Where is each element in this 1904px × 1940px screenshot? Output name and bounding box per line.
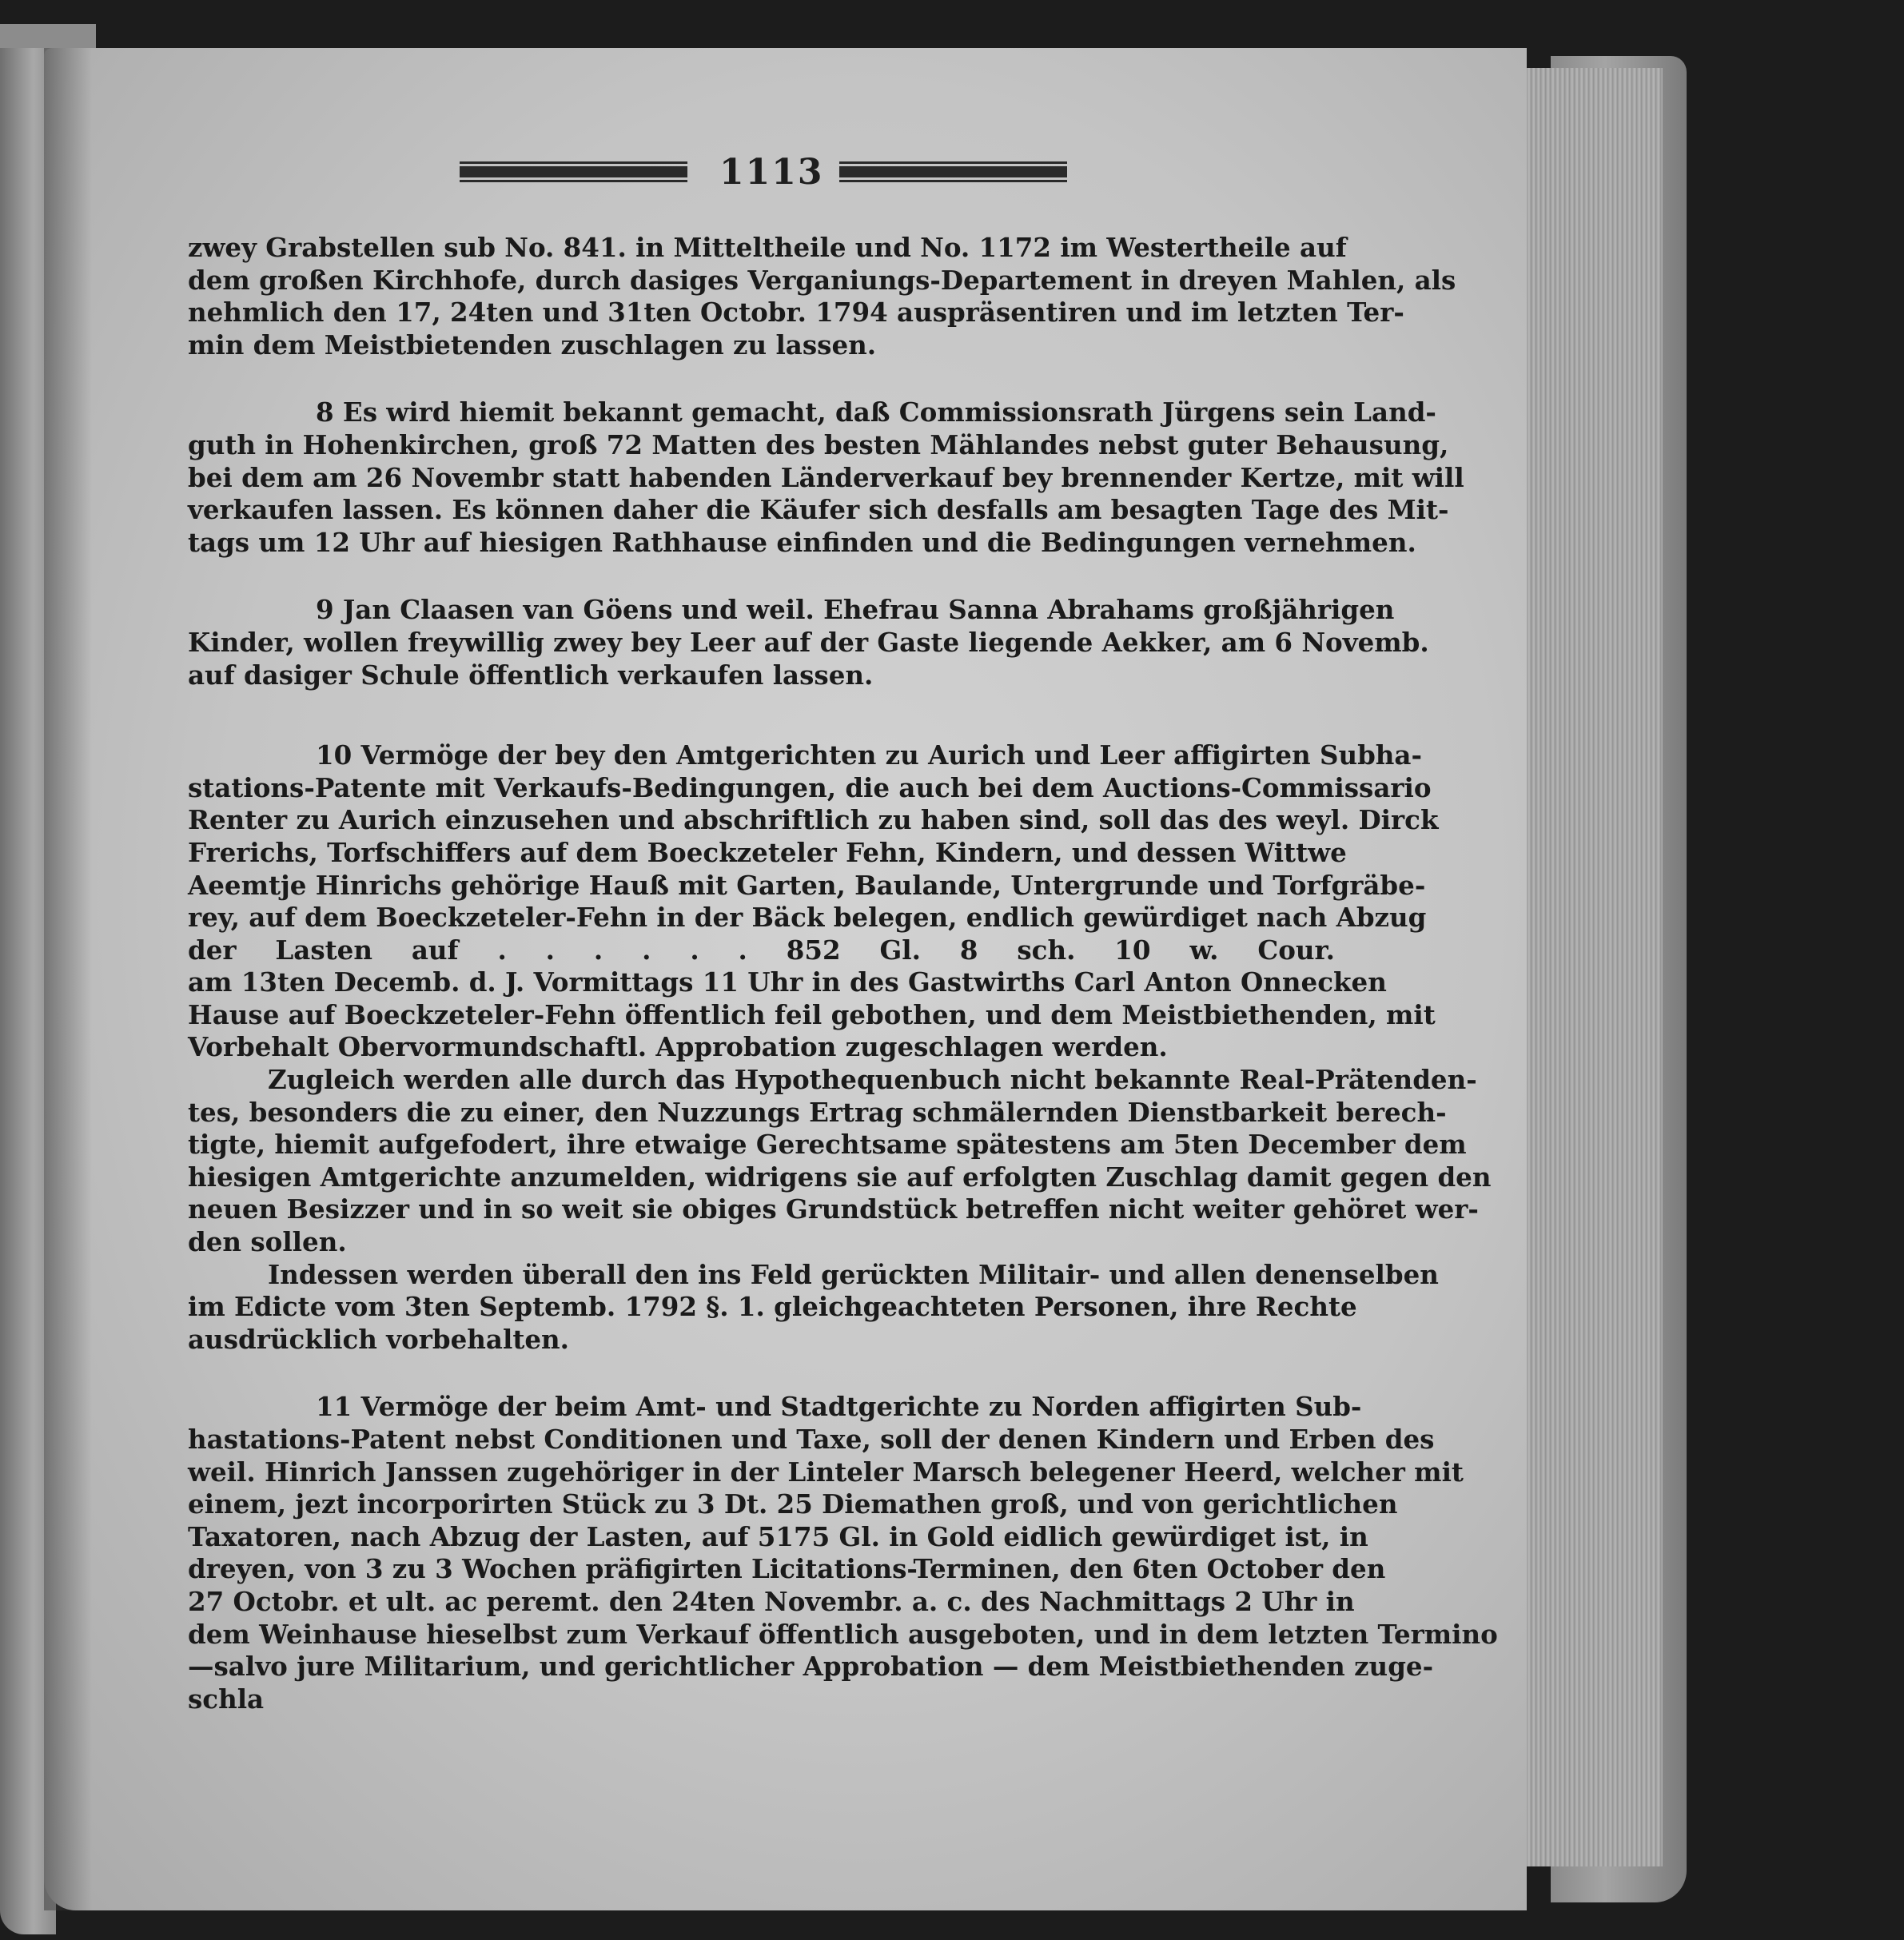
paragraph-gap bbox=[188, 559, 1335, 594]
text-line: weil. Hinrich Janssen zugehöriger in der Linteler Marsch belegener Heerd, welcher mit bbox=[188, 1456, 1464, 1488]
text-line: nehmlich den 17, 24ten und 31ten Octobr. 1794 auspräsentiren und im letzten Ter- bbox=[188, 297, 1404, 329]
text-line: im Edicte vom 3ten Septemb. 1792 §. 1. gleichgeachteten Personen, ihre Rechte bbox=[188, 1291, 1357, 1323]
text-line: der Lasten auf . . . . . . 852 Gl. 8 sch. 10 w. Cour. bbox=[188, 934, 1335, 966]
text-line: 10 Vermöge der bey den Amtgerichten zu Aurich und Leer affigirten Subha- bbox=[316, 739, 1422, 771]
text-line: stations-Patente mit Verkaufs-Bedingungen, die auch bei dem Auctions-Commissario bbox=[188, 771, 1432, 803]
text-line: Aeemtje Hinrichs gehörige Hauß mit Garten, Baulande, Untergrunde und Torfgräbe- bbox=[188, 869, 1426, 901]
page-number: 1113 bbox=[719, 152, 824, 193]
text-line: dem Weinhause hieselbst zum Verkauf öffentlich ausgeboten, und in dem letzten Termino bbox=[188, 1618, 1498, 1650]
text-line: Frerichs, Torfschiffers auf dem Boeckzeteler Fehn, Kindern, und dessen Wittwe bbox=[188, 836, 1347, 868]
text-line: 27 Octobr. et ult. ac peremt. den 24ten Novembr. a. c. des Nachmittags 2 Uhr in bbox=[188, 1585, 1355, 1617]
text-line: Hause auf Boeckzeteler-Fehn öffentlich feil gebothen, und dem Meistbiethenden, mit bbox=[188, 998, 1436, 1030]
text-line: tes, besonders die zu einer, den Nuzzungs Ertrag schmälernden Dienstbarkeit berech- bbox=[188, 1096, 1447, 1128]
text-line: min dem Meistbietenden zuschlagen zu lassen. bbox=[188, 329, 877, 361]
text-line: neuen Besizzer und in so weit sie obiges Grundstück betreffen nicht weiter gehöret wer- bbox=[188, 1193, 1479, 1225]
paragraph-gap bbox=[188, 1356, 1335, 1391]
text-line: auf dasiger Schule öffentlich verkaufen lassen. bbox=[188, 659, 874, 691]
text-line: ausdrücklich vorbehalten. bbox=[188, 1323, 569, 1355]
text-line: Vorbehalt Obervormundschaftl. Approbation zugeschlagen werden. bbox=[188, 1031, 1168, 1063]
body-text bbox=[188, 232, 1498, 1715]
text-line: rey, auf dem Boeckzeteler-Fehn in der Bäck belegen, endlich gewürdiget nach Abzug bbox=[188, 902, 1427, 934]
text-line: am 13ten Decemb. d. J. Vormittags 11 Uhr in des Gastwirths Carl Anton Onnecken bbox=[188, 966, 1387, 998]
text-line: Kinder, wollen freywillig zwey bey Leer auf der Gaste liegende Aekker, am 6 Novemb. bbox=[188, 626, 1429, 658]
text-line: tags um 12 Uhr auf hiesigen Rathhause einfinden und die Bedingungen vernehmen. bbox=[188, 526, 1416, 558]
page-header bbox=[460, 152, 1067, 200]
paragraph-gap bbox=[188, 361, 1335, 396]
text-line: bei dem am 26 Novembr statt habenden Länderverkauf bey brennender Kertze, mit will bbox=[188, 461, 1464, 493]
gutter-shadow bbox=[44, 48, 92, 1910]
paragraph-gap bbox=[188, 691, 1335, 739]
text-line: dreyen, von 3 zu 3 Wochen präfigirten Licitations-Terminen, den 6ten October den bbox=[188, 1553, 1386, 1585]
text-line: zwey Grabstellen sub No. 841. in Mitteltheile und No. 1172 im Westertheile auf bbox=[188, 232, 1347, 263]
header-rule-right bbox=[839, 166, 1067, 177]
text-line: verkaufen lassen. Es können daher die Käufer sich desfalls am besagten Tage des Mit- bbox=[188, 494, 1449, 526]
text-line: 9 Jan Claasen van Göens und weil. Ehefrau Sanna Abrahams großjährigen bbox=[316, 594, 1395, 626]
text-line: hastations-Patent nebst Conditionen und Taxe, soll der denen Kindern und Erben des bbox=[188, 1424, 1435, 1455]
text-line: guth in Hohenkirchen, groß 72 Matten des besten Mählandes nebst guter Behausung, bbox=[188, 428, 1449, 460]
text-line: 8 Es wird hiemit bekannt gemacht, daß Commissionsrath Jürgens sein Land- bbox=[316, 396, 1436, 428]
text-line: tigte, hiemit aufgefodert, ihre etwaige Gerechtsame spätestens am 5ten December dem bbox=[188, 1129, 1467, 1161]
text-line: 11 Vermöge der beim Amt- und Stadtgerichte zu Norden affigirten Sub- bbox=[316, 1391, 1362, 1423]
text-line: Renter zu Aurich einzusehen und abschriftlich zu haben sind, soll das des weyl. Dirck bbox=[188, 804, 1439, 836]
text-line: Zugleich werden alle durch das Hypothequenbuch nicht bekannte Real-Prätenden- bbox=[268, 1064, 1477, 1096]
text-line: dem großen Kirchhofe, durch dasiges Verganiungs-Departement in dreyen Mahlen, als bbox=[188, 264, 1456, 296]
text-line: Indessen werden überall den ins Feld gerückten Militair- und allen denenselben bbox=[268, 1258, 1439, 1290]
text-line: Taxatoren, nach Abzug der Lasten, auf 5175 Gl. in Gold eidlich gewürdiget ist, in bbox=[188, 1520, 1368, 1552]
page-edges bbox=[1503, 68, 1663, 1866]
text-line: einem, jezt incorporirten Stück zu 3 Dt. 25 Diemathen groß, und von gerichtlichen bbox=[188, 1488, 1398, 1520]
text-line: —salvo jure Militarium, und gerichtlicher Approbation — dem Meistbiethenden zuge- bbox=[188, 1651, 1434, 1683]
header-rule-left bbox=[460, 166, 687, 177]
catchword: schla bbox=[188, 1683, 265, 1715]
text-line: hiesigen Amtgerichte anzumelden, widrigens sie auf erfolgten Zuschlag damit gegen den bbox=[188, 1161, 1492, 1193]
text-line: den sollen. bbox=[188, 1226, 347, 1258]
